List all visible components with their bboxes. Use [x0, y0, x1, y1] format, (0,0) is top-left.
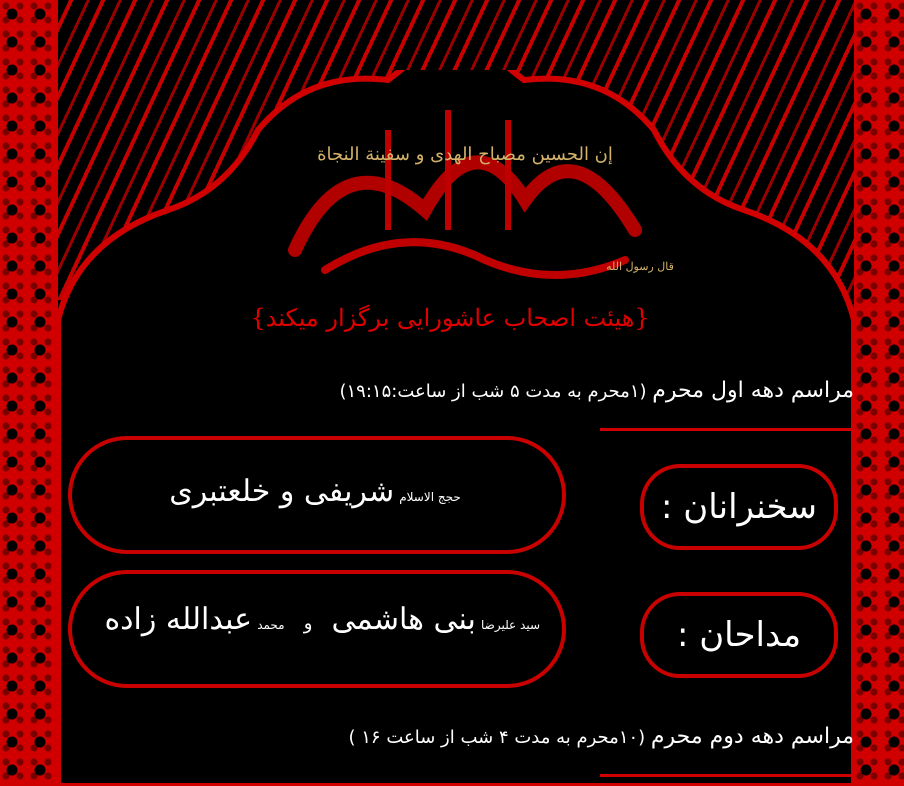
emblem-calligraphy-text: إن الحسين مصباح الهدى و سفينة النجاة: [317, 144, 613, 165]
reciters-names: [104, 602, 540, 637]
first-decade-details: (۱محرم به مدت ۵ شب از ساعت:۱۹:۱۵): [339, 381, 647, 402]
first-decade-title: مراسم دهه اول محرم: [652, 378, 854, 403]
calligraphy-emblem: [255, 100, 675, 290]
reciter2-prefix: محمد: [257, 618, 285, 632]
reciter1-prefix: سید علیرضا: [480, 618, 540, 632]
first-decade-line: [294, 378, 854, 403]
speakers-names: [150, 474, 480, 509]
emblem-quote-prefix: قال رسول الله: [606, 260, 674, 273]
speakers-title-prefix: حجج الاسلام: [399, 490, 461, 504]
second-decade-title: مراسم دهه دوم محرم: [650, 724, 854, 749]
reciters-label: مداحان :: [640, 592, 838, 678]
second-decade-underline: [600, 774, 854, 777]
organizer-subtitle: {هیئت اصحاب عاشورایی برگزار میکند}: [250, 304, 650, 332]
second-decade-line: [274, 724, 854, 749]
reciter2-name: عبدالله زاده: [104, 602, 253, 637]
second-decade-details: (۱۰محرم به مدت ۴ شب از ساعت ۱۶ ): [348, 727, 646, 748]
right-floral-border: [854, 0, 904, 786]
reciter1-name: بنی هاشمی: [331, 602, 476, 637]
first-decade-underline: [600, 428, 854, 431]
speakers-name-text: شریفی و خلعتبری: [169, 474, 395, 509]
left-floral-border: [0, 0, 58, 786]
speakers-label: سخنرانان :: [640, 464, 838, 550]
reciters-connector: و: [303, 613, 313, 634]
